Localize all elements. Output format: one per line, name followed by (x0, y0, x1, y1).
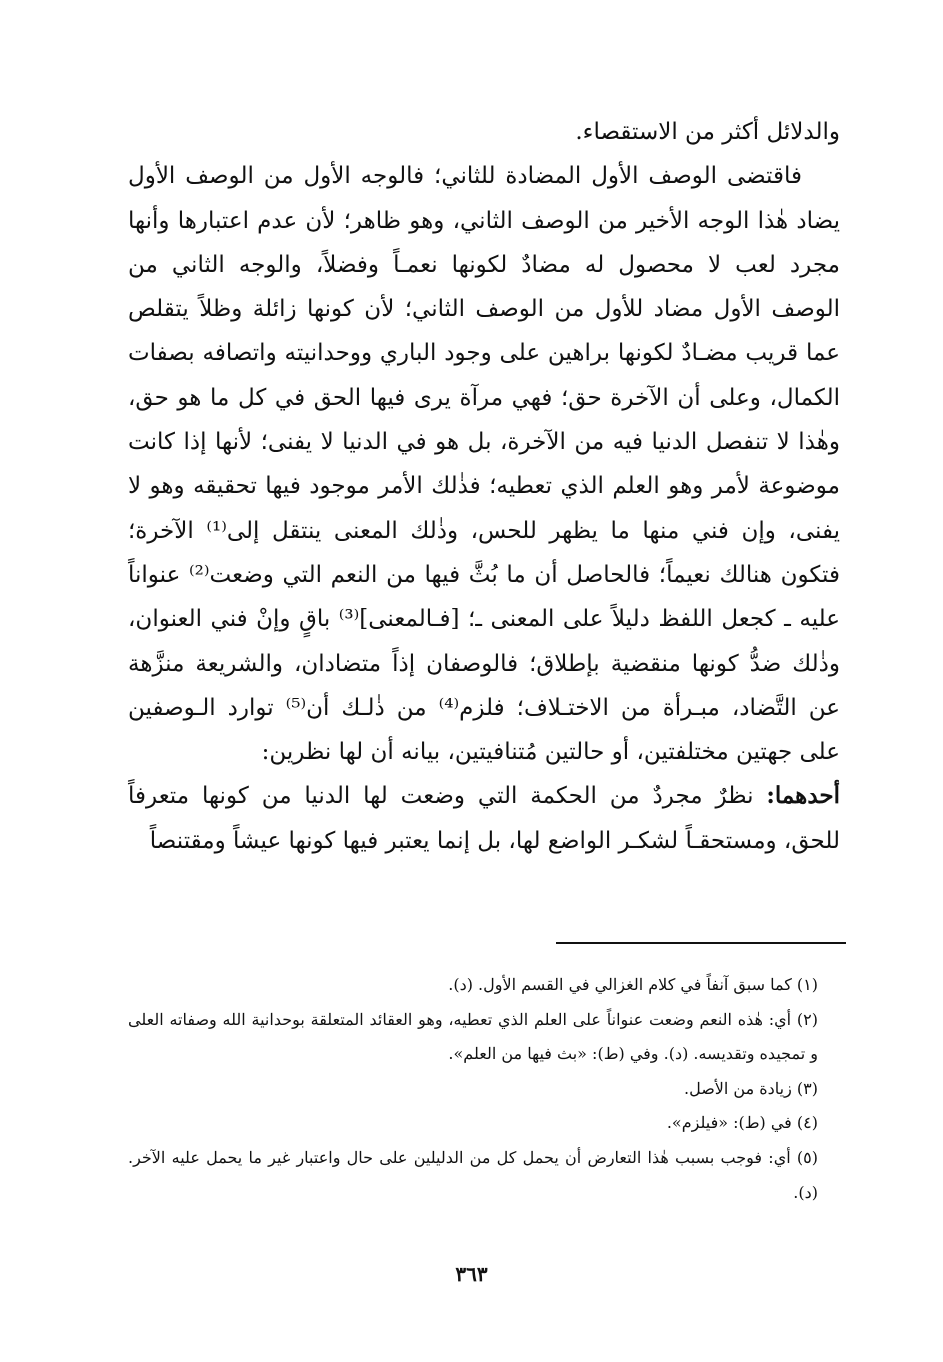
paragraph-2: فاقتضى الوصف الأول المضادة للثاني؛ فالوجه الأول من الوصف الأول يضاد هٰذا الوجه الأخير من الوصف الثاني، وهو ظاهر؛ لأن عدم اعتبارها وأنها مجرد لعب لا محصول له مضادٌ لكونها نعمـاً وفضلاً، والوجه الثاني من الوصف الأول مضاد للأول من الوصف الثاني؛ لأن كونها زائلة وظلاً يتقلص عما قريب مضـادٌ لكونها براهين على وجود الباري ووحدانيته واتصافه بصفات الكمال، وعلى أن الآخرة حق؛ فهي مرآة يرى فيها الحق في كل ما هو حق، وهٰذا لا تنفصل الدنيا فيه من الآخرة، بل هو في الدنيا لا يفنى؛ لأنها إذا كانت موضوعة لأمر وهو العلم الذي تعطيه؛ فذٰلك الأمر موجود فيها تحقيقه وهو لا يفنى، وإن فني منها ما يظهر للحس، وذٰلك المعنى ينتقل إلى⁽¹⁾ الآخرة؛ فتكون هنالك نعيماً؛ فالحاصل أن ما بُثَّ فيها من النعم التي وضعت⁽²⁾ عنواناً عليه ـ كجعل اللفظ دليلاً على المعنى ـ؛ [فـالمعنى]⁽³⁾ باقٍ وإنْ فني العنوان، وذٰلك ضدُّ كونها منقضية بإطلاق؛ فالوصفان إذاً متضادان، والشريعة منزَّهة عن التَّضاد، مبـرأة من الاختـلاف؛ فلزم⁽⁴⁾ من ذٰلـك أن⁽⁵⁾ توارد الـوصفين على جهتين مختلفتين، أو حالتين مُتنافيتين، بيانه أن لها نظرين: (128, 163, 840, 766)
footnotes (128, 968, 840, 1210)
paragraph-3-text: نظرٌ مجردٌ من الحكمة التي وضعت لها الدنيا من كونها متعرفاً للحق، ومستحقـاً لشكـر الواضع لها، بل إنما يعتبر فيها كونها عيشاً ومقتنصاً (128, 783, 840, 854)
footnote-2: (٢) أي: هٰذه النعم وضعت عنواناً على العلم الذي تعطيه، وهو العقائد المتعلقة بوحدانية الله وصفاته العلى و تمجيده وتقديسه. (د). وفي (ط): «بث فيها من العلم». (128, 1009, 818, 1064)
paragraph-3 (128, 774, 840, 863)
main-text (128, 110, 840, 863)
paragraph-1: والدلائل أكثر من الاستقصاء. (575, 119, 840, 145)
footnote-3: (٣) زيادة من الأصل. (683, 1078, 818, 1098)
paragraph-3-lead: أحدهما: (766, 782, 840, 810)
footnote-1: (١) كما سبق آنفاً في كلام الغزالي في القسم الأول. (د). (448, 975, 818, 994)
footnote-separator (556, 942, 846, 944)
footnote-5: (٥) أي: فوجب بسبب هٰذا التعارض أن يحمل كل من الدليلين على حال واعتبار غير ما يحمل عليه الآخر. (د). (128, 1147, 818, 1202)
page-number: ٣٦٣ (455, 1262, 488, 1286)
footnote-4: (٤) في (ط): «فيلزم». (666, 1113, 818, 1133)
